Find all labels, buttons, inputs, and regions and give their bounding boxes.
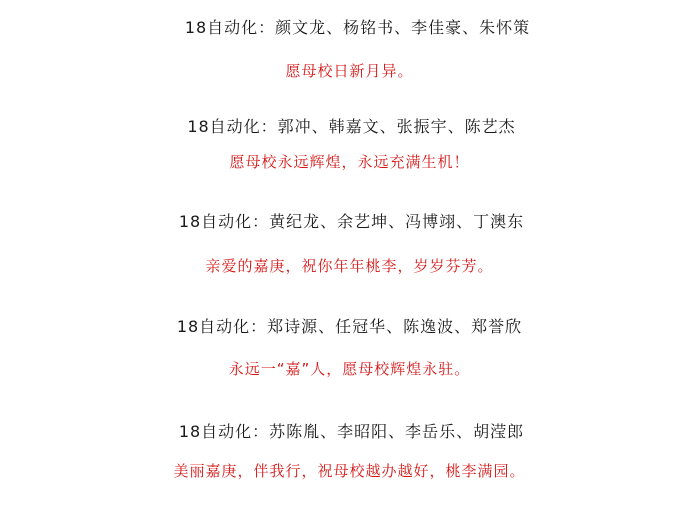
blessing-2-names: 18自动化：郭冲、韩嘉文、张振宇、陈艺杰 <box>187 117 516 136</box>
blessing-4-wish: 永远一“嘉”人，愿母校辉煌永驻。 <box>228 360 471 378</box>
blessing-3-wish: 亲爱的嘉庚，祝你年年桃李，岁岁芬芳。 <box>205 257 494 275</box>
blessing-5-wish: 美丽嘉庚，伴我行，祝母校越办越好，桃李满园。 <box>173 462 526 480</box>
blessing-1-names: 18自动化：颜文龙、杨铭书、李佳豪、朱怀策 <box>184 18 531 37</box>
blessing-3-names: 18自动化：黄纪龙、余艺坤、冯博翊、丁澳东 <box>178 212 525 231</box>
blessing-2-wish: 愿母校永远辉煌，永远充满生机！ <box>229 153 470 171</box>
blessing-5-names: 18自动化：苏陈胤、李昭阳、李岳乐、胡滢郎 <box>178 422 525 441</box>
blessing-1-wish: 愿母校日新月异。 <box>285 62 414 80</box>
blessing-4-names: 18自动化：郑诗源、任冠华、陈逸波、郑誉欣 <box>176 317 523 336</box>
